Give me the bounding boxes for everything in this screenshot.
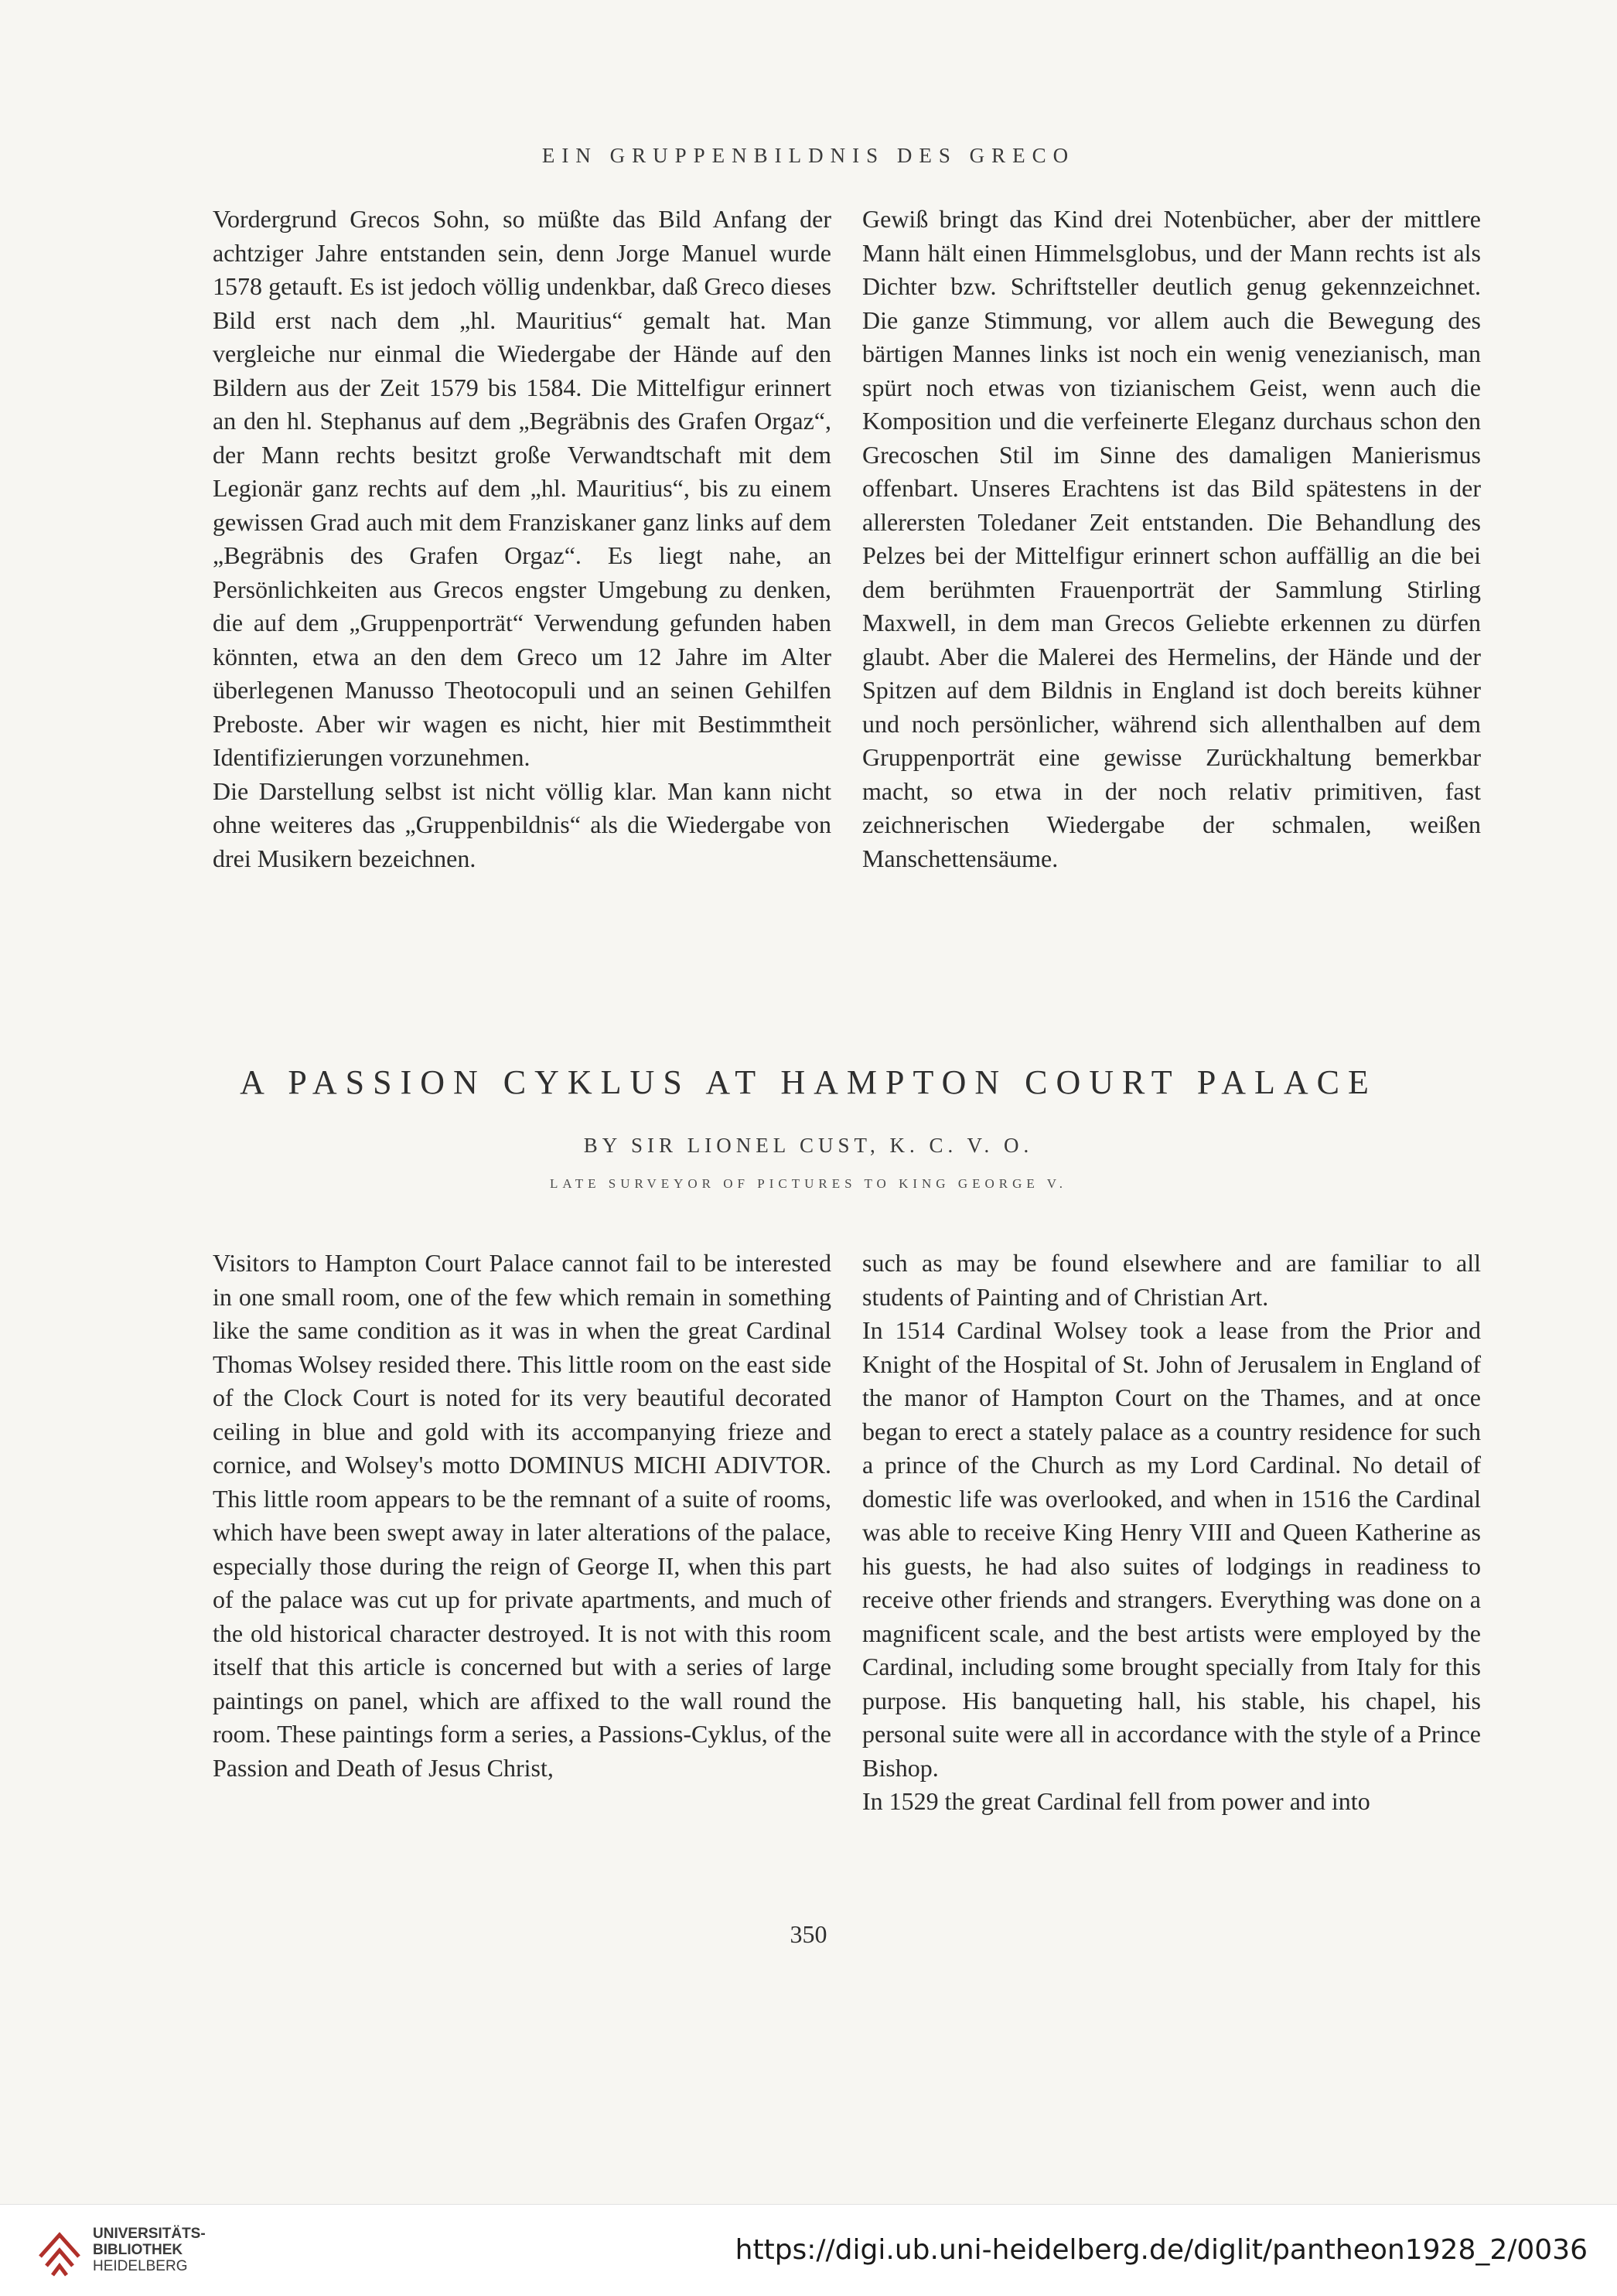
library-name-line: HEIDELBERG [93, 2258, 188, 2274]
paragraph: In 1529 the great Cardinal fell from power and into [862, 1787, 1370, 1815]
paragraph: Vordergrund Grecos Sohn, so müßte das Bild Anfang der achtziger Jahre entstanden sein, denn Jorge Manuel wurde 1578 getauft. Es ist jedoch völlig undenkbar, daß Greco dieses Bild erst nach dem „hl. Mauritius“ gemalt hat. Man vergleiche nur einmal die Wiedergabe der Hände auf den Bildern aus der Zeit 1579 bis 1584. Die Mittelfigur erinnert an den hl. Stephanus auf dem „Begräbnis des Grafen Orgaz“, der Mann rechts besitzt große Verwandtschaft mit dem Legionär ganz rechts auf dem „hl. Mauritius“, bis zu einem gewissen Grad auch mit dem Franziskaner ganz links auf dem „Begräbnis des Grafen Orgaz“. Es liegt nahe, an Persönlichkeiten aus Grecos engster Umgebung zu denken, die auf dem „Gruppenporträt“ Verwendung gefunden haben könnten, etwa an den dem Greco um 12 Jahre im Alter überlegenen Manusso Theotocopuli und an seinen Gehilfen Preboste. Aber wir wagen es nicht, hier mit Bestimmtheit Identifizierungen vorzunehmen. [213, 205, 831, 771]
author-title: LATE SURVEYOR OF PICTURES TO KING GEORGE V. [549, 1176, 1068, 1191]
top-left-column [213, 203, 831, 972]
ub-heidelberg-logo-icon [32, 2226, 87, 2280]
library-name-line: BIBLIOTHEK [93, 2242, 183, 2258]
library-name-line: UNIVERSITÄTS- [93, 2226, 206, 2242]
article-right-column [862, 1247, 1481, 1896]
top-right-column [862, 203, 1481, 972]
paragraph: Die Darstellung selbst ist nicht völlig klar. Man kann nicht ohne weiteres das „Gruppenbildnis“ als die Wiedergabe von drei Musikern bezeichnen. [213, 776, 831, 872]
article-title: A PASSION CYKLUS AT HAMPTON COURT PALACE [240, 1063, 1377, 1101]
article-text-columns [213, 1247, 1481, 1896]
paragraph: In 1514 Cardinal Wolsey took a lease from the Prior and Knight of the Hospital of St. John of Jerusalem in England of the manor of Hampton Court on the Thames, and at once began to erect a stately palace as a country residence for such a prince of the Church as my Lord Cardinal. No detail of domestic life was overlooked, and when in 1516 the Cardinal was able to receive King Henry VIII and Queen Katherine as his guests, he had also suites of lodgings in readiness to receive other friends and strangers. Everything was done on a magnificent scale, and the best artists were employed by the Cardinal, including some brought specially from Italy for this purpose. His banqueting hall, his stable, his chapel, his personal suite were all in accordance with the style of a Prince Bishop. [862, 1316, 1481, 1782]
paragraph: such as may be found elsewhere and are familiar to all students of Painting and of Christian Art. [862, 1249, 1481, 1311]
top-text-columns [213, 203, 1481, 972]
article-left-column [213, 1247, 831, 1896]
paragraph: Visitors to Hampton Court Palace cannot fail to be interested in one small room, one of the few which remain in something like the same condition as it was in when the great Cardinal Thomas Wolsey resided there. This little room on the east side of the Clock Court is noted for its very beautiful decorated ceiling in blue and gold with its accompanying frieze and cornice, and Wolsey's motto DOMINUS MICHI ADIVTOR. This little room appears to be the remnant of a suite of rooms, which have been swept away in later alterations of the palace, especially those during the reign of George II, when this part of the palace was cut up for private apartments, and much of the old historical character destroyed. It is not with this room itself that this article is concerned but with a series of large paintings on panel, which are affixed to the wall round the room. These paintings form a series, a Passions-Cyklus, of the Passion and Death of Jesus Christ, [213, 1249, 831, 1782]
running-head: EIN GRUPPENBILDNIS DES GRECO [541, 144, 1076, 167]
page-number: 350 [790, 1920, 827, 1948]
paragraph: Gewiß bringt das Kind drei Notenbücher, aber der mittlere Mann hält einen Himmelsglobus, und der Mann rechts ist als Dichter bzw. Schriftsteller deutlich genug gekennzeichnet. Die ganze Stimmung, vor allem auch die Bewegung des bärtigen Mannes links ist noch ein wenig venezianisch, man spürt noch etwas von tizianischem Geist, wenn auch die Komposition und die verfeinerte Eleganz durchaus schon den Grecoschen Stil im Sinne des damaligen Manierismus offenbart. Unseres Erachtens ist das Bild spätestens in der allerersten Toledaner Zeit entstanden. Die Behandlung des Pelzes bei der Mittelfigur erinnert schon auffällig an die bei dem berühmten Frauenporträt der Sammlung Stirling Maxwell, in dem man Grecos Geliebte erkennen zu dürfen glaubt. Aber die Malerei des Hermelins, der Hände und der Spitzen auf dem Bildnis in England ist doch bereits kühner und noch persönlicher, während sich allenthalben auf dem Gruppenporträt eine gewisse Zurückhaltung bemerkbar macht, so etwa in der noch relativ primitiven, fast zeichnerischen Wiedergabe der schmalen, weißen Manschettensäume. [862, 205, 1481, 872]
permalink-url[interactable]: https://digi.ub.uni-heidelberg.de/diglit/pantheon1928_2/0036 [735, 2234, 1588, 2266]
library-name [93, 2226, 206, 2274]
article-byline: BY SIR LIONEL CUST, K. C. V. O. [583, 1134, 1034, 1157]
